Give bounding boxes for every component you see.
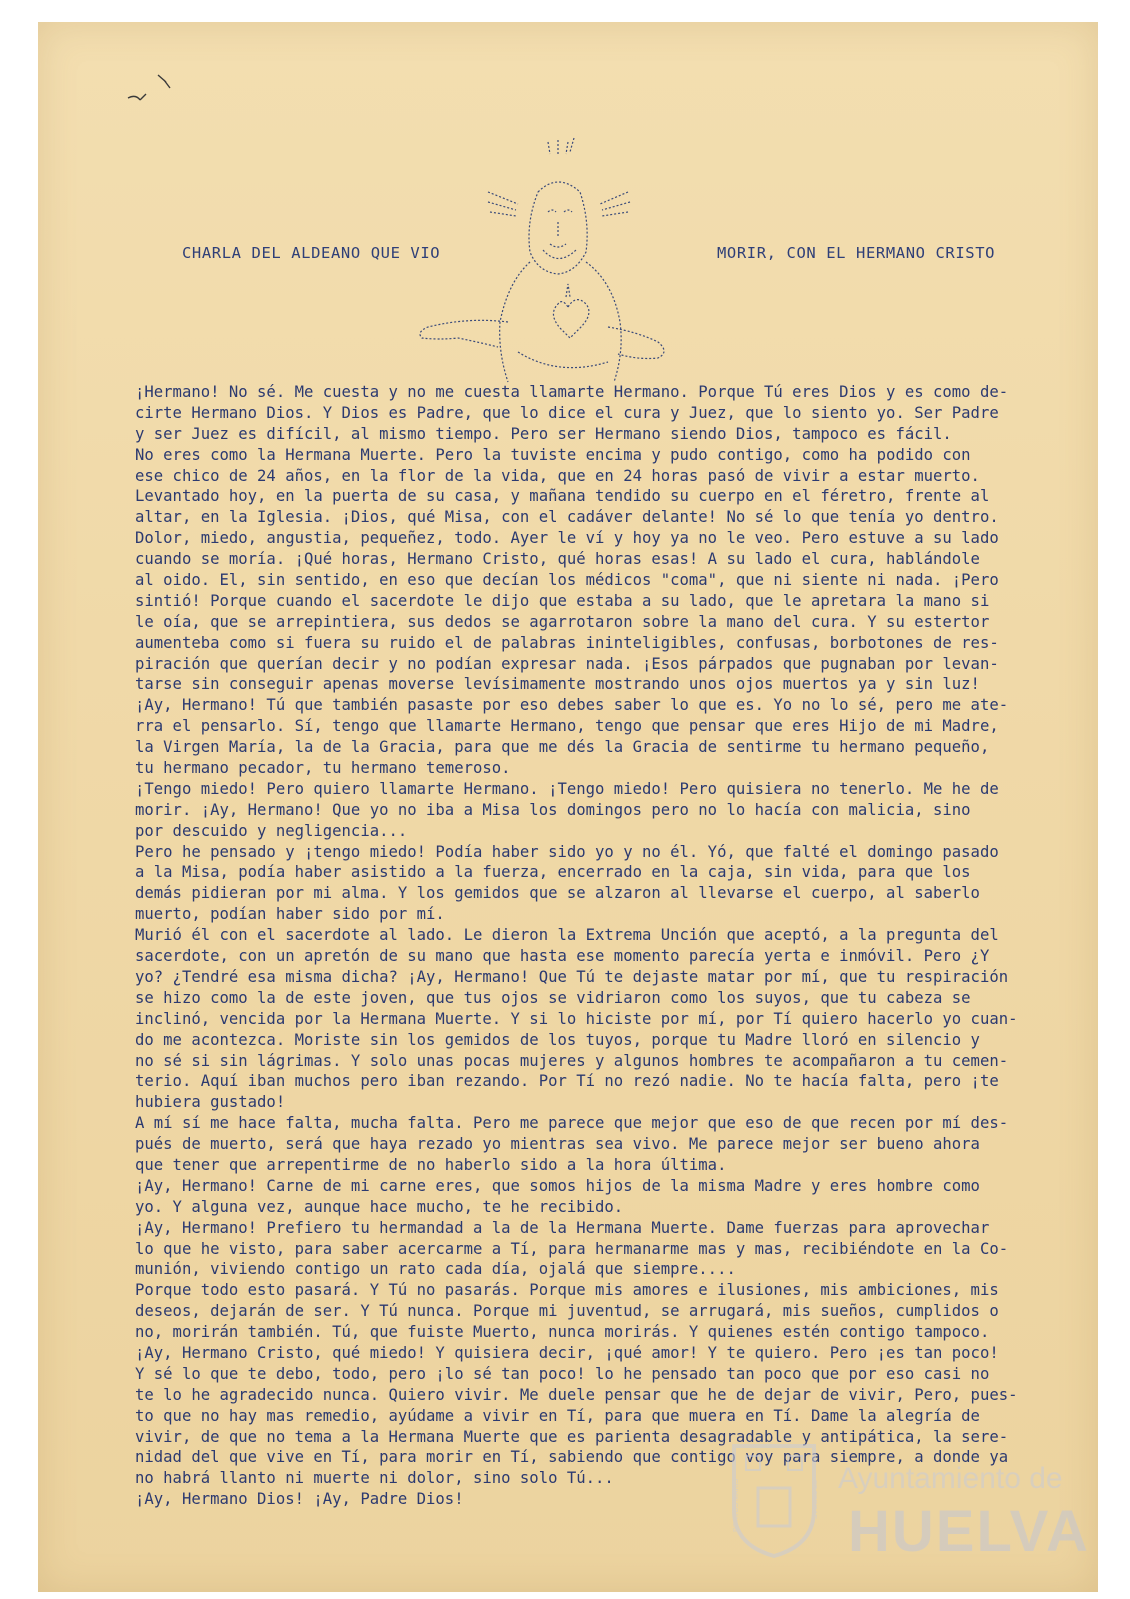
sacred-heart-jesus-icon: [408, 132, 708, 397]
text-line: ¡Ay, Hermano! Carne de mi carne eres, que somos hijos de la misma Madre y eres hombre como: [135, 1176, 980, 1195]
text-line: que tener que arrepentirme de no haberlo sido a la hora última.: [135, 1155, 727, 1174]
text-line: nidad del que vive en Tí, para morir en Tí, sabiendo que contigo voy para siempre, a donde ya: [135, 1448, 1009, 1467]
text-line: ¡Ay, Hermano Cristo, qué miedo! Y quisiera decir, ¡qué amor! Y te quiero. Pero ¡es tan poco!: [135, 1343, 999, 1362]
text-line: sintió! Porque cuando el sacerdote le dijo que estaba a su lado, que le apretara la mano si: [135, 591, 990, 610]
text-line: por descuido y negligencia...: [135, 821, 408, 840]
text-line: Y sé lo que te debo, todo, pero ¡lo sé tan poco! lo he pensado tan poco que por eso casi no: [135, 1364, 990, 1383]
text-line: te lo he agradecido nunca. Quiero vivir. Me duele pensar que he de dejar de vivir, Pero, pues-: [135, 1385, 1018, 1404]
text-line: demás pidieran por mi alma. Y los gemidos que se alzaron al llevarse el cuerpo, al saberlo: [135, 884, 980, 903]
text-line: ¡Hermano! No sé. Me cuesta y no me cuesta llamarte Hermano. Porque Tú eres Dios y es como de-: [135, 383, 1009, 401]
text-line: altar, en la Iglesia. ¡Dios, qué Misa, con el cadáver delante! No sé lo que tenía yo dentro.: [135, 508, 999, 527]
text-line: rra el pensarlo. Sí, tengo que llamarte Hermano, tengo que pensar que eres Hijo de mi Madre,: [135, 717, 999, 736]
text-line: ¡Tengo miedo! Pero quiero llamarte Hermano. ¡Tengo miedo! Pero quisiera no tenerlo. Me he de: [135, 779, 999, 798]
text-line: to que no hay mas remedio, ayúdame a vivir en Tí, para que muera en Tí. Dame la alegría de: [135, 1406, 980, 1425]
text-line: aumenteba como si fuera su ruido el de palabras ininteligibles, confusas, borbotones de res-: [135, 633, 999, 652]
watermark-line1: Ayuntamiento de: [838, 1462, 1063, 1495]
text-line: muerto, podían haber sido por mí.: [135, 905, 445, 924]
text-line: do me acontezca. Moriste sin los gemidos de los tuyos, porque tu Madre lloró en silencio y: [135, 1030, 980, 1049]
document-title-right: MORIR, CON EL HERMANO CRISTO: [717, 244, 996, 262]
shield-motto-right: ET TERRAE: [810, 1480, 817, 1520]
pen-scribble-mark: [118, 70, 188, 115]
shield-motto-left: PORTUS MARIS: [733, 1478, 740, 1532]
text-line: a la Misa, podía haber asistido a la fuerza, encerrado en la caja, sin vida, para que los: [135, 863, 971, 882]
text-line: piración que querían decir y no podían expresar nada. ¡Esos párpados que pugnaban por levan-: [135, 654, 999, 673]
text-line: yo? ¿Tendré esa misma dicha? ¡Ay, Hermano! Que Tú te dejaste matar por mí, que tu respiración: [135, 967, 1009, 986]
text-line: Levantado hoy, en la puerta de su casa, y mañana tendido su cuerpo en el féretro, frente al: [135, 487, 990, 506]
text-line: ese chico de 24 años, en la flor de la vida, que en 24 horas pasó de vivir a estar muerto.: [135, 466, 980, 485]
text-line: Murió él con el sacerdote al lado. Le dieron la Extrema Unción que aceptó, a la pregunta del: [135, 926, 999, 945]
ayuntamiento-huelva-watermark: [728, 1440, 1090, 1580]
text-line: ¡Ay, Hermano! Tú que también pasaste por eso debes saber lo que es. Yo no lo sé, pero me ate-: [135, 696, 1009, 715]
watermark-line2: HUELVA: [848, 1499, 1090, 1564]
text-line: vivir, de que no tema a la Hermana Muerte que es parienta desagradable y antipática, la sere-: [135, 1427, 1009, 1446]
text-line: no habrá llanto ni muerte ni dolor, sino solo Tú...: [135, 1469, 614, 1488]
letter-body: [135, 382, 1095, 1510]
text-line: hubiera gustado!: [135, 1093, 286, 1112]
text-line: no sé si sin lágrimas. Y solo unas pocas mujeres y algunos hombres te acompañaron a tu cemen-: [135, 1051, 1009, 1070]
text-line: terio. Aquí iban muchos pero iban rezando. Por Tí no rezó nadie. No te hacía falta, pero ¡te: [135, 1072, 999, 1091]
document-title-left: CHARLA DEL ALDEANO QUE VIO: [182, 244, 441, 262]
text-line: yo. Y alguna vez, aunque hace mucho, te he recibido.: [135, 1197, 624, 1216]
text-line: no, morirán también. Tú, que fuiste Muerto, nunca morirás. Y quienes estén contigo tampoco.: [135, 1323, 990, 1342]
text-line: sacerdote, con un apretón de su mano que hasta ese momento parecía yerta e inmóvil. Pero ¿Y: [135, 947, 990, 966]
text-line: Pero he pensado y ¡tengo miedo! Podía haber sido yo y no él. Yó, que falté el domingo pasado: [135, 842, 999, 861]
text-line: cirte Hermano Dios. Y Dios es Padre, que lo dice el cura y Juez, que lo siento yo. Ser Padre: [135, 403, 999, 422]
text-line: morir. ¡Ay, Hermano! Que yo no iba a Misa los domingos pero no lo hacía con malicia, sino: [135, 800, 971, 819]
text-line: deseos, dejarán de ser. Y Tú nunca. Porque mi juventud, se arrugará, mis sueños, cumplidos o: [135, 1302, 999, 1321]
huelva-coat-of-arms-icon: [728, 1440, 820, 1560]
text-line: y ser Juez es difícil, al mismo tiempo. Pero ser Hermano siendo Dios, tampoco es fácil.: [135, 424, 952, 443]
text-line: al oido. El, sin sentido, en eso que decían los médicos "coma", que ni siente ni nada. ¡Pero: [135, 571, 999, 590]
text-line: la Virgen María, la de la Gracia, para que me dés la Gracia de sentirme tu hermano pequeño,: [135, 738, 990, 757]
text-line: ¡Ay, Hermano Dios! ¡Ay, Padre Dios!: [135, 1490, 464, 1509]
text-line: munión, viviendo contigo un rato cada día, ojalá que siempre....: [135, 1260, 736, 1279]
text-line: Dolor, miedo, angustia, pequeñez, todo. Ayer le ví y hoy ya no le veo. Pero estuve a su lado: [135, 529, 999, 548]
text-line: pués de muerto, será que haya rezado yo mientras sea vivo. Me parece mejor ser bueno ahora: [135, 1135, 980, 1154]
text-line: cuando se moría. ¡Qué horas, Hermano Cristo, qué horas esas! A su lado el cura, hablándole: [135, 550, 980, 569]
text-line: inclinó, vencida por la Hermana Muerte. Y si lo hiciste por mí, por Tí quiero hacerlo yo cuan-: [135, 1009, 1018, 1028]
text-line: No eres como la Hermana Muerte. Pero la tuviste encima y pudo contigo, como ha podido con: [135, 445, 971, 464]
text-line: le oía, que se arrepintiera, sus dedos se agarrotaron sobre la mano del cura. Y su estertor: [135, 612, 990, 631]
text-line: ¡Ay, Hermano! Prefiero tu hermandad a la de la Hermana Muerte. Dame fuerzas para aprovechar: [135, 1218, 990, 1237]
text-line: se hizo como la de este joven, que tus ojos se vidriaron como los suyos, que tu cabeza se: [135, 988, 971, 1007]
text-line: tarse sin conseguir apenas moverse levísimamente mostrando unos ojos muertos ya y sin luz!: [135, 675, 980, 694]
text-line: tu hermano pecador, tu hermano temeroso.: [135, 759, 511, 778]
typed-document-sheet: [38, 22, 1098, 1592]
text-line: Porque todo esto pasará. Y Tú no pasarás. Porque mis amores e ilusiones, mis ambiciones, mis: [135, 1281, 999, 1300]
text-line: lo que he visto, para saber acercarme a Tí, para hermanarme mas y mas, recibiéndote en la Co-: [135, 1239, 1009, 1258]
text-line: A mí sí me hace falta, mucha falta. Pero me parece que mejor que eso de que recen por mí des-: [135, 1114, 1009, 1133]
